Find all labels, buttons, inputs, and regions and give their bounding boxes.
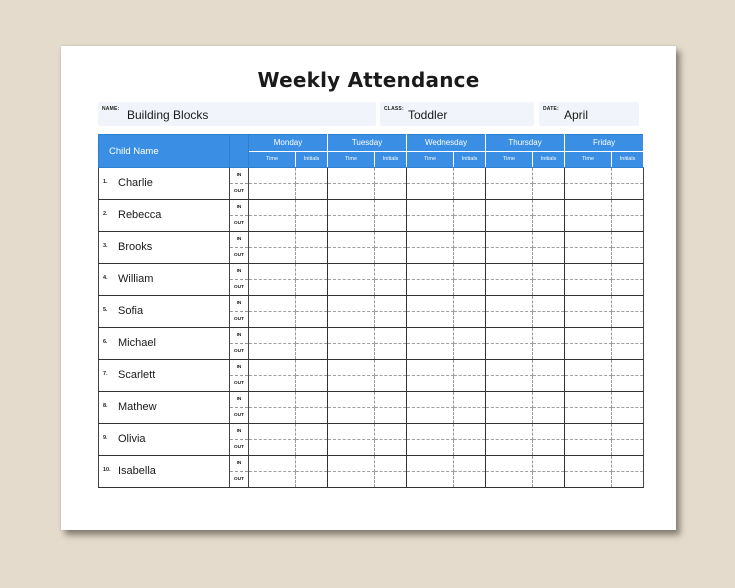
out-label: OUT — [230, 472, 249, 488]
in-label: IN — [230, 360, 249, 376]
initials-entry-cell[interactable] — [296, 296, 328, 312]
initials-entry-cell[interactable] — [612, 376, 644, 392]
initials-entry-cell[interactable] — [612, 392, 644, 408]
child-name: Rebecca — [118, 209, 162, 221]
initials-entry-cell[interactable] — [454, 168, 486, 184]
initials-entry-cell[interactable] — [533, 408, 565, 424]
initials-entry-cell[interactable] — [612, 440, 644, 456]
in-label: IN — [230, 232, 249, 248]
time-entry-cell[interactable] — [249, 200, 296, 216]
initials-entry-cell[interactable] — [612, 472, 644, 488]
time-entry-cell[interactable] — [328, 456, 375, 472]
initials-entry-cell[interactable] — [454, 456, 486, 472]
time-entry-cell[interactable] — [565, 232, 612, 248]
initials-entry-cell[interactable] — [454, 248, 486, 264]
time-entry-cell[interactable] — [328, 408, 375, 424]
initials-entry-cell[interactable] — [375, 440, 407, 456]
time-entry-cell[interactable] — [565, 424, 612, 440]
time-entry-cell[interactable] — [249, 424, 296, 440]
initials-entry-cell[interactable] — [296, 408, 328, 424]
date-label: DATE: — [543, 106, 559, 112]
initials-entry-cell[interactable] — [533, 296, 565, 312]
initials-entry-cell[interactable] — [375, 472, 407, 488]
time-entry-cell[interactable] — [565, 392, 612, 408]
time-entry-cell[interactable] — [328, 392, 375, 408]
time-entry-cell[interactable] — [249, 280, 296, 296]
time-entry-cell[interactable] — [565, 440, 612, 456]
initials-entry-cell[interactable] — [454, 184, 486, 200]
initials-entry-cell[interactable] — [454, 216, 486, 232]
time-entry-cell[interactable] — [407, 344, 454, 360]
table-row — [99, 296, 644, 312]
time-entry-cell[interactable] — [249, 328, 296, 344]
page-title: Weekly Attendance — [257, 68, 480, 92]
child-number: 5. — [103, 307, 108, 313]
in-label: IN — [230, 424, 249, 440]
time-entry-cell[interactable] — [407, 200, 454, 216]
child-number: 6. — [103, 339, 108, 345]
time-entry-cell[interactable] — [328, 264, 375, 280]
day-header-thursday: Thursday — [486, 135, 565, 152]
time-entry-cell[interactable] — [328, 360, 375, 376]
child-name: Charlie — [118, 177, 153, 189]
child-name-cell — [99, 264, 230, 296]
initials-entry-cell[interactable] — [454, 344, 486, 360]
in-label: IN — [230, 328, 249, 344]
class-value: Toddler — [408, 108, 448, 122]
in-label: IN — [230, 200, 249, 216]
time-entry-cell[interactable] — [328, 232, 375, 248]
child-name-cell — [99, 168, 230, 200]
in-label: IN — [230, 392, 249, 408]
time-entry-cell[interactable] — [486, 232, 533, 248]
table-row — [99, 392, 644, 408]
initials-entry-cell[interactable] — [612, 296, 644, 312]
initials-entry-cell[interactable] — [454, 392, 486, 408]
name-field[interactable] — [98, 102, 376, 126]
time-entry-cell[interactable] — [565, 264, 612, 280]
time-entry-cell[interactable] — [249, 184, 296, 200]
initials-entry-cell[interactable] — [533, 424, 565, 440]
out-label: OUT — [230, 248, 249, 264]
time-entry-cell[interactable] — [565, 328, 612, 344]
initials-entry-cell[interactable] — [296, 280, 328, 296]
child-name: Brooks — [118, 241, 153, 253]
child-name: Sofia — [118, 305, 144, 317]
time-entry-cell[interactable] — [407, 232, 454, 248]
initials-entry-cell[interactable] — [375, 328, 407, 344]
time-entry-cell[interactable] — [407, 456, 454, 472]
time-entry-cell[interactable] — [249, 392, 296, 408]
time-entry-cell[interactable] — [565, 472, 612, 488]
time-entry-cell[interactable] — [486, 312, 533, 328]
time-entry-cell[interactable] — [407, 216, 454, 232]
child-name: William — [118, 273, 154, 285]
child-number: 9. — [103, 435, 108, 441]
time-entry-cell[interactable] — [407, 168, 454, 184]
initials-entry-cell[interactable] — [612, 408, 644, 424]
child-name-cell — [99, 360, 230, 392]
in-label: IN — [230, 264, 249, 280]
time-entry-cell[interactable] — [565, 216, 612, 232]
time-subheader: Time — [407, 151, 454, 168]
in-label: IN — [230, 168, 249, 184]
time-entry-cell[interactable] — [249, 472, 296, 488]
time-entry-cell[interactable] — [486, 344, 533, 360]
time-entry-cell[interactable] — [328, 376, 375, 392]
child-number: 8. — [103, 403, 108, 409]
time-entry-cell[interactable] — [565, 184, 612, 200]
table-row — [99, 328, 644, 344]
time-entry-cell[interactable] — [565, 344, 612, 360]
table-row — [99, 360, 644, 376]
initials-entry-cell[interactable] — [533, 312, 565, 328]
day-header-monday: Monday — [249, 135, 328, 152]
time-entry-cell[interactable] — [249, 440, 296, 456]
time-entry-cell[interactable] — [486, 472, 533, 488]
time-entry-cell[interactable] — [249, 312, 296, 328]
day-header-wednesday: Wednesday — [407, 135, 486, 152]
time-entry-cell[interactable] — [249, 168, 296, 184]
initials-entry-cell[interactable] — [296, 360, 328, 376]
initials-entry-cell[interactable] — [612, 232, 644, 248]
time-entry-cell[interactable] — [486, 408, 533, 424]
child-name-cell — [99, 392, 230, 424]
initials-entry-cell[interactable] — [375, 376, 407, 392]
initials-entry-cell[interactable] — [533, 168, 565, 184]
time-subheader: Time — [565, 151, 612, 168]
initials-entry-cell[interactable] — [375, 216, 407, 232]
initials-entry-cell[interactable] — [454, 264, 486, 280]
time-entry-cell[interactable] — [328, 216, 375, 232]
time-entry-cell[interactable] — [249, 456, 296, 472]
time-entry-cell[interactable] — [565, 408, 612, 424]
initials-entry-cell[interactable] — [612, 280, 644, 296]
time-entry-cell[interactable] — [486, 280, 533, 296]
initials-entry-cell[interactable] — [533, 216, 565, 232]
time-entry-cell[interactable] — [486, 200, 533, 216]
initials-entry-cell[interactable] — [454, 328, 486, 344]
time-entry-cell[interactable] — [486, 264, 533, 280]
time-entry-cell[interactable] — [407, 248, 454, 264]
table-row — [99, 200, 644, 216]
child-name-cell — [99, 424, 230, 456]
child-number: 10. — [103, 467, 111, 473]
initials-entry-cell[interactable] — [533, 376, 565, 392]
time-entry-cell[interactable] — [249, 216, 296, 232]
initials-entry-cell[interactable] — [375, 200, 407, 216]
initials-entry-cell[interactable] — [612, 248, 644, 264]
initials-entry-cell[interactable] — [454, 312, 486, 328]
child-number: 3. — [103, 243, 108, 249]
date-value: April — [564, 108, 589, 122]
out-label: OUT — [230, 408, 249, 424]
initials-entry-cell[interactable] — [296, 200, 328, 216]
initials-entry-cell[interactable] — [454, 408, 486, 424]
time-subheader: Time — [486, 151, 533, 168]
initials-entry-cell[interactable] — [375, 424, 407, 440]
time-entry-cell[interactable] — [565, 200, 612, 216]
child-name: Olivia — [118, 433, 146, 445]
time-entry-cell[interactable] — [407, 280, 454, 296]
out-label: OUT — [230, 440, 249, 456]
time-entry-cell[interactable] — [249, 232, 296, 248]
time-entry-cell[interactable] — [565, 456, 612, 472]
time-entry-cell[interactable] — [486, 168, 533, 184]
time-entry-cell[interactable] — [486, 424, 533, 440]
time-entry-cell[interactable] — [407, 184, 454, 200]
initials-entry-cell[interactable] — [375, 344, 407, 360]
initials-entry-cell[interactable] — [296, 232, 328, 248]
time-entry-cell[interactable] — [565, 248, 612, 264]
time-entry-cell[interactable] — [486, 296, 533, 312]
child-number: 1. — [103, 179, 108, 185]
initials-entry-cell[interactable] — [296, 312, 328, 328]
time-entry-cell[interactable] — [407, 264, 454, 280]
table-row — [99, 424, 644, 440]
initials-entry-cell[interactable] — [296, 248, 328, 264]
initials-entry-cell[interactable] — [533, 184, 565, 200]
initials-entry-cell[interactable] — [375, 456, 407, 472]
time-entry-cell[interactable] — [328, 184, 375, 200]
initials-entry-cell[interactable] — [375, 184, 407, 200]
child-name: Michael — [118, 337, 156, 349]
name-label: NAME: — [102, 106, 120, 112]
time-entry-cell[interactable] — [486, 440, 533, 456]
class-label: CLASS: — [384, 106, 404, 112]
initials-entry-cell[interactable] — [296, 264, 328, 280]
child-name: Scarlett — [118, 369, 156, 381]
time-entry-cell[interactable] — [565, 296, 612, 312]
time-entry-cell[interactable] — [328, 344, 375, 360]
table-row — [99, 456, 644, 472]
initials-entry-cell[interactable] — [533, 456, 565, 472]
initials-entry-cell[interactable] — [612, 312, 644, 328]
initials-entry-cell[interactable] — [375, 168, 407, 184]
child-name-cell — [99, 456, 230, 488]
initials-entry-cell[interactable] — [612, 456, 644, 472]
initials-subheader: Initials — [454, 151, 486, 168]
time-entry-cell[interactable] — [328, 248, 375, 264]
initials-entry-cell[interactable] — [296, 472, 328, 488]
attendance-sheet — [61, 46, 676, 530]
initials-entry-cell[interactable] — [533, 248, 565, 264]
initials-entry-cell[interactable] — [612, 168, 644, 184]
initials-entry-cell[interactable] — [296, 184, 328, 200]
initials-entry-cell[interactable] — [533, 232, 565, 248]
child-name-header: Child Name — [99, 135, 230, 168]
initials-entry-cell[interactable] — [454, 232, 486, 248]
child-number: 2. — [103, 211, 108, 217]
time-entry-cell[interactable] — [486, 328, 533, 344]
date-field[interactable] — [539, 102, 639, 126]
initials-entry-cell[interactable] — [533, 280, 565, 296]
time-entry-cell[interactable] — [407, 328, 454, 344]
time-entry-cell[interactable] — [565, 280, 612, 296]
initials-entry-cell[interactable] — [612, 200, 644, 216]
time-entry-cell[interactable] — [328, 424, 375, 440]
initials-entry-cell[interactable] — [296, 440, 328, 456]
initials-entry-cell[interactable] — [296, 456, 328, 472]
initials-entry-cell[interactable] — [533, 360, 565, 376]
initials-entry-cell[interactable] — [612, 360, 644, 376]
child-number: 4. — [103, 275, 108, 281]
initials-entry-cell[interactable] — [375, 312, 407, 328]
initials-entry-cell[interactable] — [375, 360, 407, 376]
child-name-cell — [99, 296, 230, 328]
initials-entry-cell[interactable] — [454, 360, 486, 376]
time-entry-cell[interactable] — [328, 328, 375, 344]
initials-entry-cell[interactable] — [454, 440, 486, 456]
initials-entry-cell[interactable] — [375, 280, 407, 296]
time-entry-cell[interactable] — [249, 360, 296, 376]
in-out-header — [230, 135, 249, 168]
time-entry-cell[interactable] — [486, 392, 533, 408]
initials-entry-cell[interactable] — [296, 424, 328, 440]
time-entry-cell[interactable] — [565, 360, 612, 376]
initials-entry-cell[interactable] — [454, 376, 486, 392]
out-label: OUT — [230, 312, 249, 328]
time-entry-cell[interactable] — [486, 360, 533, 376]
initials-entry-cell[interactable] — [375, 392, 407, 408]
time-entry-cell[interactable] — [486, 456, 533, 472]
initials-entry-cell[interactable] — [375, 296, 407, 312]
time-subheader: Time — [328, 151, 375, 168]
initials-entry-cell[interactable] — [533, 392, 565, 408]
initials-entry-cell[interactable] — [533, 344, 565, 360]
time-entry-cell[interactable] — [249, 296, 296, 312]
time-entry-cell[interactable] — [328, 472, 375, 488]
initials-entry-cell[interactable] — [612, 328, 644, 344]
initials-entry-cell[interactable] — [375, 408, 407, 424]
time-entry-cell[interactable] — [249, 408, 296, 424]
time-entry-cell[interactable] — [407, 408, 454, 424]
initials-entry-cell[interactable] — [612, 216, 644, 232]
time-entry-cell[interactable] — [565, 312, 612, 328]
initials-entry-cell[interactable] — [612, 424, 644, 440]
out-label: OUT — [230, 344, 249, 360]
time-entry-cell[interactable] — [407, 472, 454, 488]
initials-entry-cell[interactable] — [612, 344, 644, 360]
in-label: IN — [230, 456, 249, 472]
initials-entry-cell[interactable] — [296, 216, 328, 232]
initials-entry-cell[interactable] — [454, 296, 486, 312]
time-entry-cell[interactable] — [328, 280, 375, 296]
initials-entry-cell[interactable] — [612, 264, 644, 280]
class-field[interactable] — [380, 102, 534, 126]
initials-entry-cell[interactable] — [296, 344, 328, 360]
initials-subheader: Initials — [296, 151, 328, 168]
time-entry-cell[interactable] — [486, 376, 533, 392]
time-entry-cell[interactable] — [249, 248, 296, 264]
time-entry-cell[interactable] — [407, 360, 454, 376]
time-entry-cell[interactable] — [328, 440, 375, 456]
day-header-friday: Friday — [565, 135, 644, 152]
out-label: OUT — [230, 184, 249, 200]
time-entry-cell[interactable] — [407, 312, 454, 328]
table-row — [99, 232, 644, 248]
time-entry-cell[interactable] — [328, 168, 375, 184]
time-entry-cell[interactable] — [328, 200, 375, 216]
time-entry-cell[interactable] — [407, 376, 454, 392]
time-entry-cell[interactable] — [249, 344, 296, 360]
time-entry-cell[interactable] — [565, 376, 612, 392]
child-name-cell — [99, 328, 230, 360]
initials-entry-cell[interactable] — [454, 200, 486, 216]
time-entry-cell[interactable] — [407, 296, 454, 312]
initials-entry-cell[interactable] — [533, 264, 565, 280]
time-entry-cell[interactable] — [486, 248, 533, 264]
table-row — [99, 168, 644, 184]
initials-subheader: Initials — [612, 151, 644, 168]
out-label: OUT — [230, 216, 249, 232]
time-entry-cell[interactable] — [328, 312, 375, 328]
in-label: IN — [230, 296, 249, 312]
child-name: Isabella — [118, 465, 156, 477]
initials-entry-cell[interactable] — [533, 472, 565, 488]
child-name-cell — [99, 200, 230, 232]
attendance-body — [99, 168, 644, 488]
initials-subheader: Initials — [375, 151, 407, 168]
name-value: Building Blocks — [127, 108, 209, 122]
day-header-tuesday: Tuesday — [328, 135, 407, 152]
initials-subheader: Initials — [533, 151, 565, 168]
initials-entry-cell[interactable] — [454, 472, 486, 488]
time-entry-cell[interactable] — [249, 264, 296, 280]
initials-entry-cell[interactable] — [454, 280, 486, 296]
time-entry-cell[interactable] — [565, 168, 612, 184]
initials-entry-cell[interactable] — [533, 200, 565, 216]
initials-entry-cell[interactable] — [375, 232, 407, 248]
initials-entry-cell[interactable] — [296, 376, 328, 392]
initials-entry-cell[interactable] — [533, 440, 565, 456]
time-entry-cell[interactable] — [328, 296, 375, 312]
time-entry-cell[interactable] — [486, 184, 533, 200]
out-label: OUT — [230, 280, 249, 296]
time-entry-cell[interactable] — [407, 440, 454, 456]
time-entry-cell[interactable] — [407, 424, 454, 440]
initials-entry-cell[interactable] — [375, 248, 407, 264]
table-row — [99, 264, 644, 280]
child-number: 7. — [103, 371, 108, 377]
initials-entry-cell[interactable] — [454, 424, 486, 440]
initials-entry-cell[interactable] — [533, 328, 565, 344]
child-name-cell — [99, 232, 230, 264]
child-name: Mathew — [118, 401, 157, 413]
time-entry-cell[interactable] — [486, 216, 533, 232]
initials-entry-cell[interactable] — [296, 168, 328, 184]
time-entry-cell[interactable] — [249, 376, 296, 392]
initials-entry-cell[interactable] — [296, 392, 328, 408]
time-subheader: Time — [249, 151, 296, 168]
out-label: OUT — [230, 376, 249, 392]
time-entry-cell[interactable] — [407, 392, 454, 408]
initials-entry-cell[interactable] — [612, 184, 644, 200]
initials-entry-cell[interactable] — [296, 328, 328, 344]
attendance-table — [98, 134, 644, 488]
initials-entry-cell[interactable] — [375, 264, 407, 280]
